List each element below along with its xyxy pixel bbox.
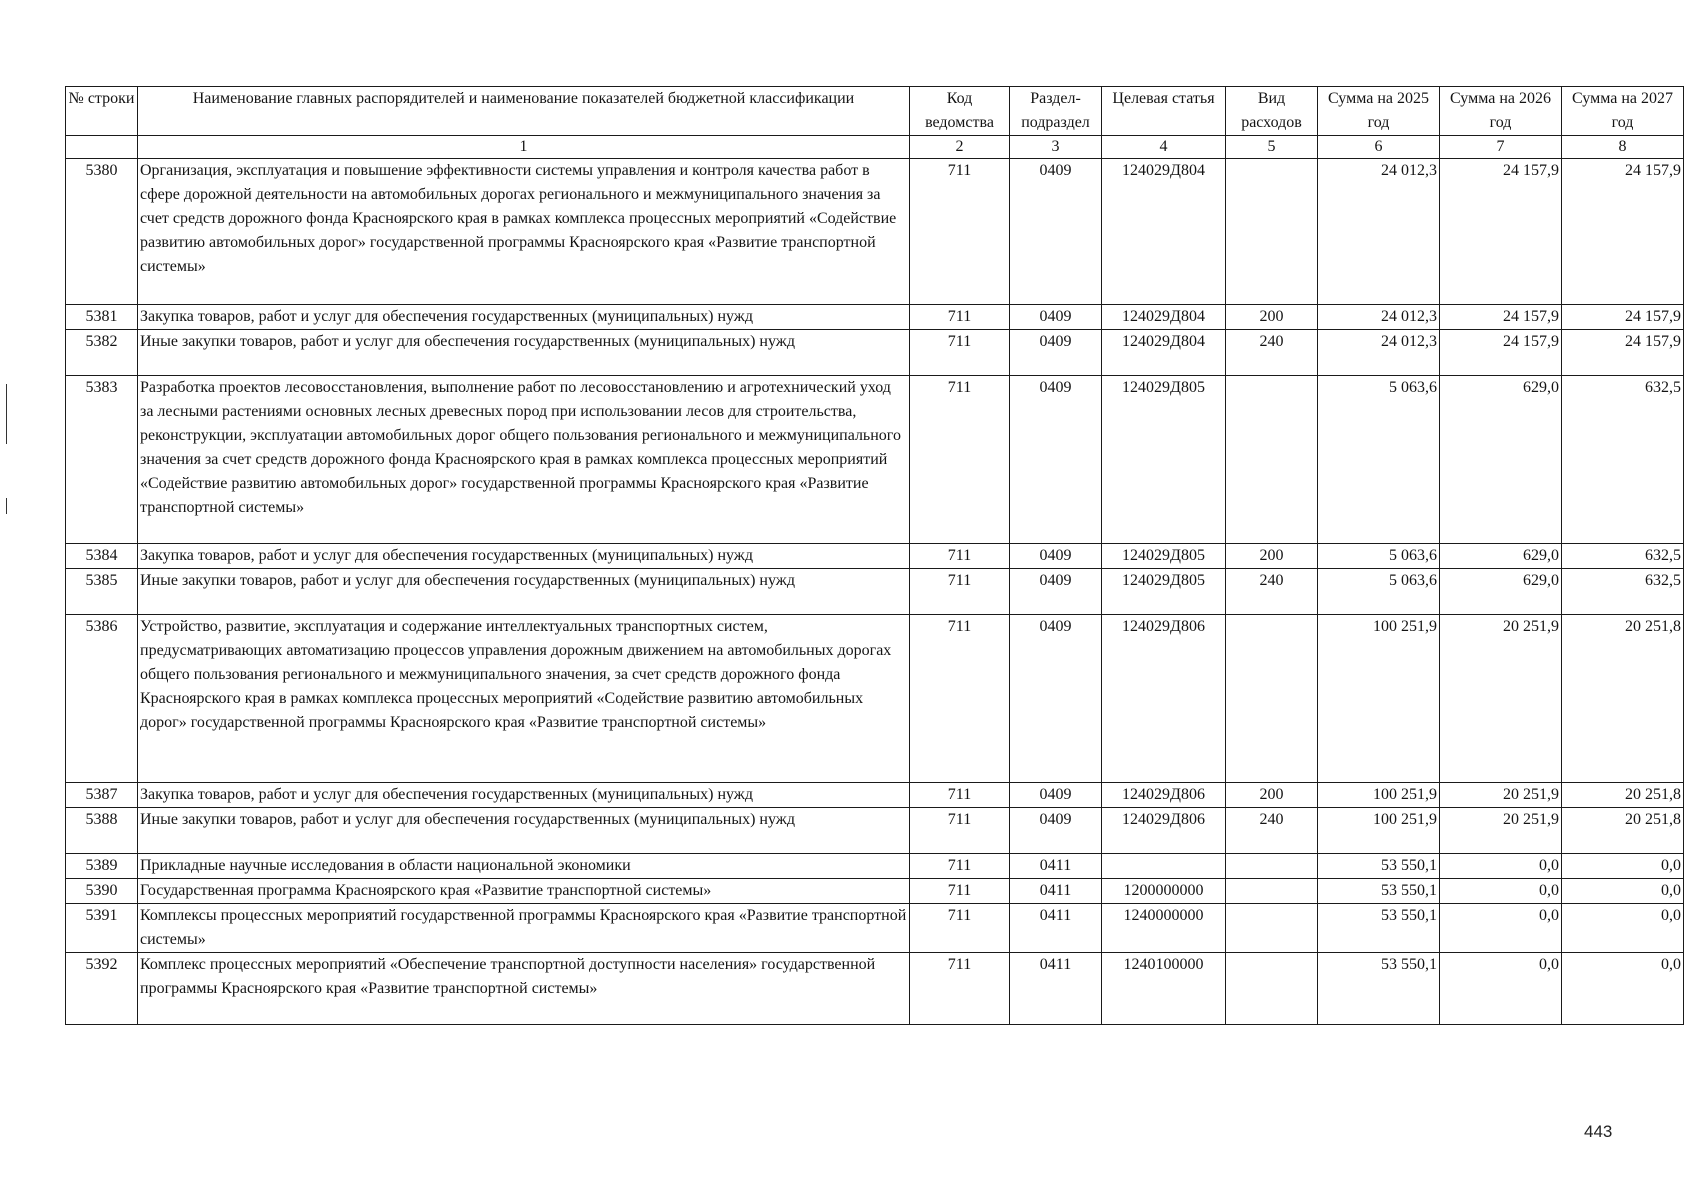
header-row-number: № строки (66, 87, 138, 136)
scan-mark (6, 498, 7, 514)
cell-target-article: 124029Д804 (1102, 159, 1226, 305)
cell-sum-2027: 20 251,8 (1562, 615, 1684, 783)
cell-sum-2026: 629,0 (1440, 569, 1562, 615)
cell-expense-type (1226, 376, 1318, 544)
cell-name: Комплекс процессных мероприятий «Обеспечение транспортной доступности населения» государственной программы Красноярского края «Развитие транспортной системы» (138, 953, 910, 1025)
table-row (66, 953, 1684, 1025)
cell-sum-2027: 20 251,8 (1562, 808, 1684, 854)
column-number: 8 (1562, 136, 1684, 159)
cell-dept-code: 711 (910, 159, 1010, 305)
cell-dept-code: 711 (910, 305, 1010, 330)
cell-row-number: 5381 (66, 305, 138, 330)
table-body (66, 159, 1684, 1025)
cell-sum-2027: 24 157,9 (1562, 305, 1684, 330)
cell-sum-2027: 24 157,9 (1562, 159, 1684, 305)
cell-sum-2026: 24 157,9 (1440, 159, 1562, 305)
header-dept-code: Код ведомства (910, 87, 1010, 136)
cell-row-number: 5387 (66, 783, 138, 808)
cell-sum-2026: 629,0 (1440, 544, 1562, 569)
cell-sum-2025: 53 550,1 (1318, 879, 1440, 904)
cell-target-article: 124029Д805 (1102, 376, 1226, 544)
cell-sum-2026: 20 251,9 (1440, 783, 1562, 808)
cell-section: 0409 (1010, 808, 1102, 854)
column-number (66, 136, 138, 159)
table-row (66, 615, 1684, 783)
cell-expense-type: 200 (1226, 544, 1318, 569)
cell-name: Комплексы процессных мероприятий государственной программы Красноярского края «Развитие транспортной системы» (138, 904, 910, 953)
cell-sum-2027: 0,0 (1562, 879, 1684, 904)
cell-name: Закупка товаров, работ и услуг для обеспечения государственных (муниципальных) нужд (138, 783, 910, 808)
cell-section: 0409 (1010, 330, 1102, 376)
column-number: 4 (1102, 136, 1226, 159)
cell-dept-code: 711 (910, 615, 1010, 783)
header-expense-type: Вид расходов (1226, 87, 1318, 136)
cell-name: Иные закупки товаров, работ и услуг для обеспечения государственных (муниципальных) нужд (138, 569, 910, 615)
cell-row-number: 5391 (66, 904, 138, 953)
cell-expense-type: 240 (1226, 569, 1318, 615)
cell-row-number: 5383 (66, 376, 138, 544)
table-row (66, 879, 1684, 904)
cell-expense-type (1226, 854, 1318, 879)
table-row (66, 854, 1684, 879)
column-number: 7 (1440, 136, 1562, 159)
cell-dept-code: 711 (910, 904, 1010, 953)
cell-name: Иные закупки товаров, работ и услуг для обеспечения государственных (муниципальных) нужд (138, 808, 910, 854)
cell-sum-2025: 53 550,1 (1318, 953, 1440, 1025)
cell-sum-2026: 629,0 (1440, 376, 1562, 544)
cell-dept-code: 711 (910, 879, 1010, 904)
cell-expense-type (1226, 904, 1318, 953)
cell-name: Разработка проектов лесовосстановления, выполнение работ по лесовосстановлению и агротехнический уход за лесными растениями основных лесных древесных пород при использовании лесов для строительства, реконструкции, эксплуатации автомобильных дорог общего пользования регионального и межмуниципального значения за счет средств дорожного фонда Красноярского края в рамках комплекса процессных мероприятий «Содействие развитию автомобильных дорог» государственной программы Красноярского края «Развитие транспортной системы» (138, 376, 910, 544)
budget-table (65, 86, 1684, 1025)
column-number: 2 (910, 136, 1010, 159)
cell-target-article: 124029Д804 (1102, 330, 1226, 376)
table-row (66, 569, 1684, 615)
scan-mark (6, 384, 7, 444)
cell-target-article: 124029Д804 (1102, 305, 1226, 330)
cell-sum-2026: 0,0 (1440, 854, 1562, 879)
cell-target-article: 124029Д805 (1102, 569, 1226, 615)
cell-name: Закупка товаров, работ и услуг для обеспечения государственных (муниципальных) нужд (138, 544, 910, 569)
table-row (66, 159, 1684, 305)
cell-sum-2027: 632,5 (1562, 544, 1684, 569)
table-row (66, 376, 1684, 544)
cell-sum-2025: 5 063,6 (1318, 569, 1440, 615)
cell-sum-2027: 24 157,9 (1562, 330, 1684, 376)
cell-sum-2027: 632,5 (1562, 376, 1684, 544)
cell-sum-2025: 53 550,1 (1318, 854, 1440, 879)
header-row (66, 87, 1684, 136)
cell-row-number: 5384 (66, 544, 138, 569)
cell-section: 0411 (1010, 879, 1102, 904)
header-target-article: Целевая статья (1102, 87, 1226, 136)
cell-sum-2025: 24 012,3 (1318, 305, 1440, 330)
cell-row-number: 5390 (66, 879, 138, 904)
cell-sum-2025: 5 063,6 (1318, 376, 1440, 544)
cell-sum-2027: 632,5 (1562, 569, 1684, 615)
cell-sum-2026: 0,0 (1440, 904, 1562, 953)
cell-expense-type: 240 (1226, 330, 1318, 376)
cell-sum-2026: 20 251,9 (1440, 615, 1562, 783)
cell-target-article: 124029Д806 (1102, 783, 1226, 808)
table-row (66, 808, 1684, 854)
cell-target-article: 1240000000 (1102, 904, 1226, 953)
cell-name: Прикладные научные исследования в области национальной экономики (138, 854, 910, 879)
cell-section: 0411 (1010, 904, 1102, 953)
cell-sum-2027: 20 251,8 (1562, 783, 1684, 808)
cell-target-article: 1240100000 (1102, 953, 1226, 1025)
header-section: Раздел-подраздел (1010, 87, 1102, 136)
cell-sum-2025: 100 251,9 (1318, 783, 1440, 808)
cell-section: 0411 (1010, 854, 1102, 879)
cell-dept-code: 711 (910, 544, 1010, 569)
table-row (66, 305, 1684, 330)
cell-sum-2025: 24 012,3 (1318, 330, 1440, 376)
cell-dept-code: 711 (910, 569, 1010, 615)
cell-row-number: 5382 (66, 330, 138, 376)
cell-sum-2027: 0,0 (1562, 953, 1684, 1025)
cell-dept-code: 711 (910, 783, 1010, 808)
column-number: 1 (138, 136, 910, 159)
cell-row-number: 5389 (66, 854, 138, 879)
cell-row-number: 5388 (66, 808, 138, 854)
cell-sum-2025: 53 550,1 (1318, 904, 1440, 953)
cell-sum-2025: 5 063,6 (1318, 544, 1440, 569)
cell-sum-2026: 24 157,9 (1440, 330, 1562, 376)
header-name: Наименование главных распорядителей и наименование показателей бюджетной классификации (138, 87, 910, 136)
cell-row-number: 5392 (66, 953, 138, 1025)
cell-section: 0409 (1010, 376, 1102, 544)
table-row (66, 330, 1684, 376)
cell-target-article: 124029Д806 (1102, 808, 1226, 854)
cell-dept-code: 711 (910, 330, 1010, 376)
header-sum-2027: Сумма на 2027 год (1562, 87, 1684, 136)
column-number: 5 (1226, 136, 1318, 159)
cell-sum-2026: 0,0 (1440, 953, 1562, 1025)
header-sum-2026: Сумма на 2026 год (1440, 87, 1562, 136)
cell-expense-type: 200 (1226, 305, 1318, 330)
cell-expense-type (1226, 615, 1318, 783)
cell-sum-2027: 0,0 (1562, 854, 1684, 879)
cell-expense-type: 200 (1226, 783, 1318, 808)
cell-section: 0409 (1010, 159, 1102, 305)
cell-name: Государственная программа Красноярского края «Развитие транспортной системы» (138, 879, 910, 904)
cell-section: 0409 (1010, 569, 1102, 615)
cell-row-number: 5385 (66, 569, 138, 615)
cell-sum-2026: 0,0 (1440, 879, 1562, 904)
cell-sum-2025: 100 251,9 (1318, 808, 1440, 854)
cell-name: Устройство, развитие, эксплуатация и содержание интеллектуальных транспортных систем, предусматривающих автоматизацию процессов управления дорожным движением на автомобильных дорогах общего пользования регионального и межмуниципального значения, за счет средств дорожного фонда Красноярского края в рамках комплекса процессных мероприятий «Содействие развитию автомобильных дорог» государственной программы Красноярского края «Развитие транспортной системы» (138, 615, 910, 783)
cell-section: 0409 (1010, 544, 1102, 569)
cell-sum-2025: 24 012,3 (1318, 159, 1440, 305)
cell-expense-type (1226, 953, 1318, 1025)
cell-sum-2027: 0,0 (1562, 904, 1684, 953)
cell-expense-type (1226, 879, 1318, 904)
column-number: 6 (1318, 136, 1440, 159)
cell-section: 0409 (1010, 305, 1102, 330)
column-number: 3 (1010, 136, 1102, 159)
cell-target-article: 124029Д806 (1102, 615, 1226, 783)
cell-section: 0409 (1010, 615, 1102, 783)
cell-dept-code: 711 (910, 376, 1010, 544)
cell-expense-type: 240 (1226, 808, 1318, 854)
cell-target-article: 1200000000 (1102, 879, 1226, 904)
table-row (66, 783, 1684, 808)
cell-name: Организация, эксплуатация и повышение эффективности системы управления и контроля качества работ в сфере дорожной деятельности на автомобильных дорогах регионального и межмуниципального значения за счет средств дорожного фонда Красноярского края в рамках комплекса процессных мероприятий «Содействие развитию автомобильных дорог» государственной программы Красноярского края «Развитие транспортной системы» (138, 159, 910, 305)
cell-dept-code: 711 (910, 953, 1010, 1025)
cell-sum-2026: 20 251,9 (1440, 808, 1562, 854)
cell-dept-code: 711 (910, 808, 1010, 854)
cell-expense-type (1226, 159, 1318, 305)
cell-target-article (1102, 854, 1226, 879)
page-number: 443 (1584, 1122, 1613, 1141)
cell-sum-2025: 100 251,9 (1318, 615, 1440, 783)
cell-row-number: 5386 (66, 615, 138, 783)
cell-name: Иные закупки товаров, работ и услуг для обеспечения государственных (муниципальных) нужд (138, 330, 910, 376)
cell-section: 0409 (1010, 783, 1102, 808)
column-number-row (66, 136, 1684, 159)
cell-sum-2026: 24 157,9 (1440, 305, 1562, 330)
cell-row-number: 5380 (66, 159, 138, 305)
table-row (66, 904, 1684, 953)
header-sum-2025: Сумма на 2025 год (1318, 87, 1440, 136)
cell-section: 0411 (1010, 953, 1102, 1025)
table-row (66, 544, 1684, 569)
cell-dept-code: 711 (910, 854, 1010, 879)
cell-target-article: 124029Д805 (1102, 544, 1226, 569)
cell-name: Закупка товаров, работ и услуг для обеспечения государственных (муниципальных) нужд (138, 305, 910, 330)
